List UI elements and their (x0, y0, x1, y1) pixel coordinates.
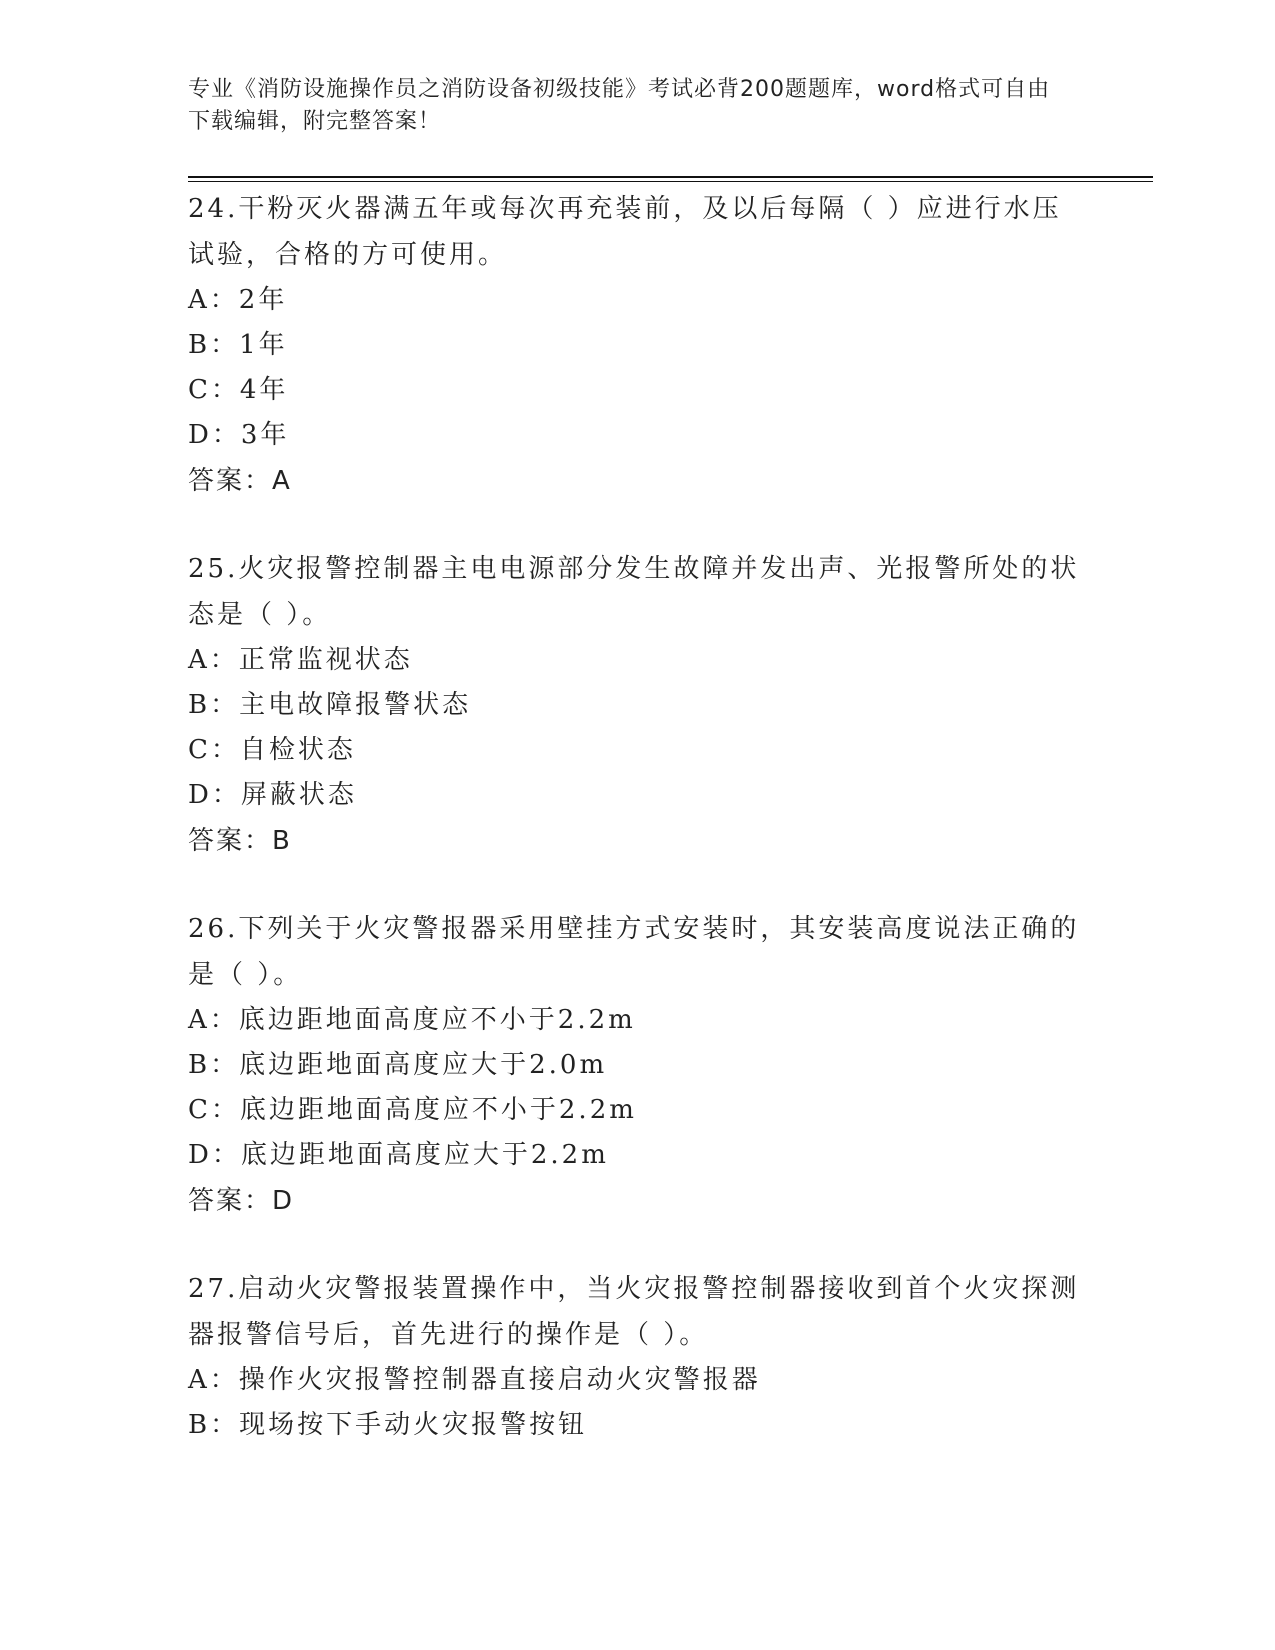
question-stem: 24.干粉灭火器满五年或每次再充装前，及以后每隔（ ）应进行水压试验，合格的方可使用。 (188, 194, 1062, 270)
question-stem: 25.火灾报警控制器主电电源部分发生故障并发出声、光报警所处的状态是（ ）。 (188, 554, 1080, 630)
question-27 (188, 1266, 1088, 1448)
question-stem: 26.下列关于火灾警报器采用壁挂方式安装时，其安装高度说法正确的是（ ）。 (188, 914, 1080, 990)
option-c: C：底边距地面高度应不小于2.2m (188, 1095, 637, 1125)
option-a: A：底边距地面高度应不小于2.2m (188, 1005, 636, 1035)
option-a: A：正常监视状态 (188, 645, 413, 675)
option-b: B：现场按下手动火灾报警按钮 (188, 1410, 588, 1440)
option-b: B：1年 (188, 330, 288, 360)
question-list (188, 186, 1088, 1490)
document-header: 专业《消防设施操作员之消防设备初级技能》考试必背200题题库，word格式可自由下载编辑，附完整答案！ (188, 77, 1051, 134)
option-a: A：2年 (188, 285, 288, 315)
answer: 答案：A (188, 466, 292, 496)
option-b: B：主电故障报警状态 (188, 690, 472, 720)
question-stem: 27.启动火灾警报装置操作中，当火灾报警控制器接收到首个火灾探测器报警信号后，首先进行的操作是（ ）。 (188, 1274, 1080, 1350)
header-divider (188, 176, 1153, 178)
header-divider-thin (188, 181, 1153, 182)
answer: 答案：D (188, 1186, 295, 1216)
option-d: D：底边距地面高度应大于2.2m (188, 1140, 609, 1170)
question-24 (188, 186, 1088, 504)
option-c: C：自检状态 (188, 735, 356, 765)
option-c: C：4年 (188, 375, 289, 405)
question-26 (188, 906, 1088, 1224)
answer: 答案：B (188, 826, 292, 856)
option-a: A：操作火灾报警控制器直接启动火灾警报器 (188, 1365, 761, 1395)
option-b: B：底边距地面高度应大于2.0m (188, 1050, 608, 1080)
question-25 (188, 546, 1088, 864)
option-d: D：屏蔽状态 (188, 780, 357, 810)
option-d: D：3年 (188, 420, 290, 450)
